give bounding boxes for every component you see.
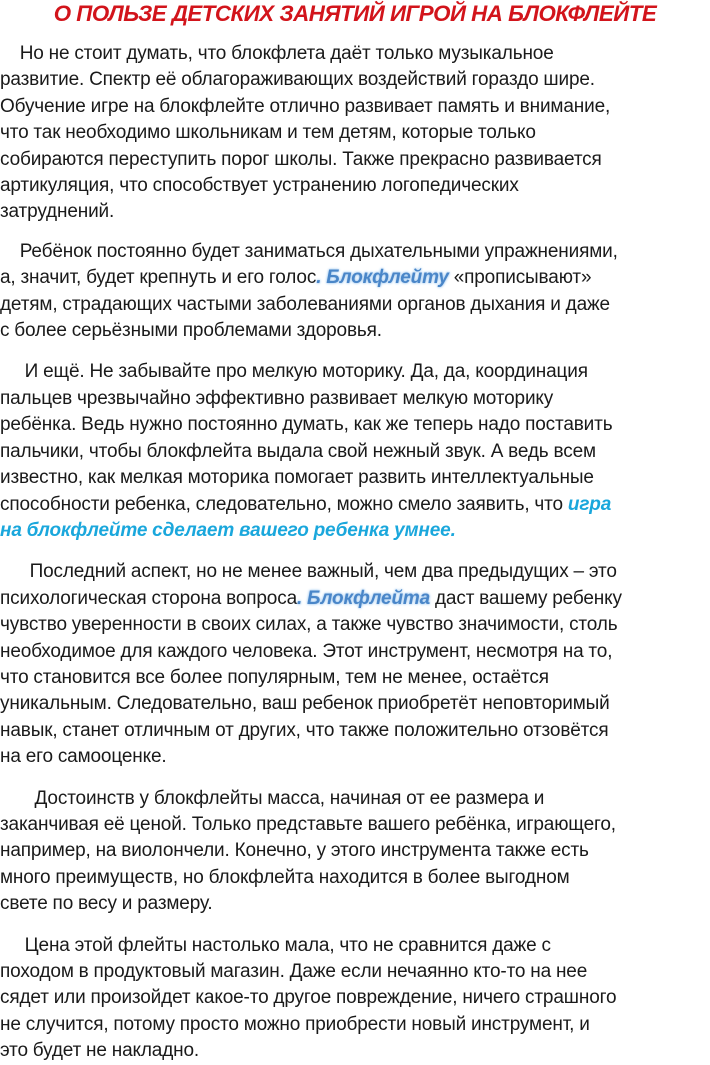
text-line: затруднений. bbox=[0, 201, 115, 223]
text-line bbox=[0, 586, 710, 612]
text-line: навык, станет отличным от других, что также положительно отзовётся bbox=[0, 719, 609, 741]
text-line: известно, как мелкая моторика помогает развить интеллектуальные bbox=[0, 467, 594, 489]
text-line: собираются переступить порог школы. Также прекрасно развивается bbox=[0, 148, 602, 170]
emphasis-text: игра bbox=[567, 493, 612, 515]
paragraph-psychology bbox=[0, 559, 710, 770]
text-line: чувство уверенности в своих силах, а также чувство значимости, столь bbox=[0, 614, 618, 636]
text-line: пальцев чрезвычайно эффективно развивает мелкую моторику bbox=[0, 387, 554, 409]
paragraph-breathing bbox=[0, 239, 710, 345]
text-line: например, на виолончели. Конечно, у этого инструмента также есть bbox=[0, 840, 589, 862]
text-line: развитие. Спектр её облагораживающих воздействий гораздо шире. bbox=[0, 69, 595, 91]
text-line: Достоинств у блокфлейты масса, начиная от ее размера и bbox=[0, 787, 545, 809]
text-line bbox=[0, 492, 710, 518]
text-line: с более серьёзными проблемами здоровья. bbox=[0, 320, 382, 342]
paragraph-motor-skills bbox=[0, 359, 710, 544]
text-line: это будет не накладно. bbox=[0, 1040, 200, 1062]
text-line bbox=[0, 265, 710, 291]
text-line: сядет или произойдет какое-то другое повреждение, ничего страшного bbox=[0, 987, 617, 1009]
text-run: а, значит, будет крепнуть и его голос bbox=[0, 267, 317, 289]
text-line: что так необходимо школьникам и тем детям, которые только bbox=[0, 122, 536, 144]
text-line: Но не стоит думать, что блокфлета даёт только музыкальное bbox=[0, 43, 554, 64]
text-line: детям, страдающих частыми заболеваниями органов дыхания и даже bbox=[0, 293, 610, 315]
text-run: даст вашему ребенку bbox=[430, 587, 622, 609]
text-line: И ещё. Не забывайте про мелкую моторику. Да, да, координация bbox=[0, 361, 588, 383]
text-line: Обучение игре на блокфлейте отлично развивает память и внимание, bbox=[0, 95, 611, 117]
text-line: свете по весу и размеру. bbox=[0, 893, 213, 915]
text-line: что становится все более популярным, тем не менее, остаётся bbox=[0, 666, 549, 688]
emphasis-line: на блокфлейте сделает вашего ребенка умнее. bbox=[0, 519, 456, 541]
text-line: необходимое для каждого человека. Этот инструмент, несмотря на то, bbox=[0, 640, 613, 662]
text-run: «прописывают» bbox=[448, 267, 592, 289]
paragraph-memory bbox=[0, 41, 710, 226]
text-line: на его самооценке. bbox=[0, 746, 167, 768]
text-line: Последний аспект, но не менее важный, чем два предыдущих – это bbox=[0, 561, 617, 583]
highlighted-term: . Блокфлейту bbox=[316, 267, 449, 289]
highlighted-term: . Блокфлейта bbox=[297, 587, 431, 609]
text-line: пальчики, чтобы блокфлейта выдала свой нежный звук. А ведь всем bbox=[0, 440, 596, 462]
text-line: много преимуществ, но блокфлейта находится в более выгодном bbox=[0, 866, 570, 888]
paragraph-price bbox=[0, 933, 710, 1065]
page-title: О ПОЛЬЗЕ ДЕТСКИХ ЗАНЯТИЙ ИГРОЙ НА БЛОКФЛЕЙТЕ bbox=[53, 1, 657, 26]
text-line: не случится, потому просто можно приобрести новый инструмент, и bbox=[0, 1013, 590, 1035]
text-line: заканчивая её ценой. Только представьте вашего ребёнка, играющего, bbox=[0, 813, 616, 835]
text-run: психологическая сторона вопроса bbox=[0, 587, 297, 609]
paragraph-advantages bbox=[0, 786, 710, 918]
text-line: артикуляция, что способствует устранению логопедических bbox=[0, 175, 519, 197]
text-run: способности ребенка, следовательно, можно смело заявить, что bbox=[0, 493, 568, 515]
text-line: Ребёнок постоянно будет заниматься дыхательными упражнениями, bbox=[0, 240, 618, 262]
text-line: уникальным. Следовательно, ваш ребенок приобретёт неповторимый bbox=[0, 693, 610, 715]
text-line: ребёнка. Ведь нужно постоянно думать, как же теперь надо поставить bbox=[0, 414, 613, 436]
text-line: походом в продуктовый магазин. Даже если нечаянно кто-то на нее bbox=[0, 961, 588, 982]
text-line: Цена этой флейты настолько мала, что не сравнится даже с bbox=[0, 934, 551, 956]
